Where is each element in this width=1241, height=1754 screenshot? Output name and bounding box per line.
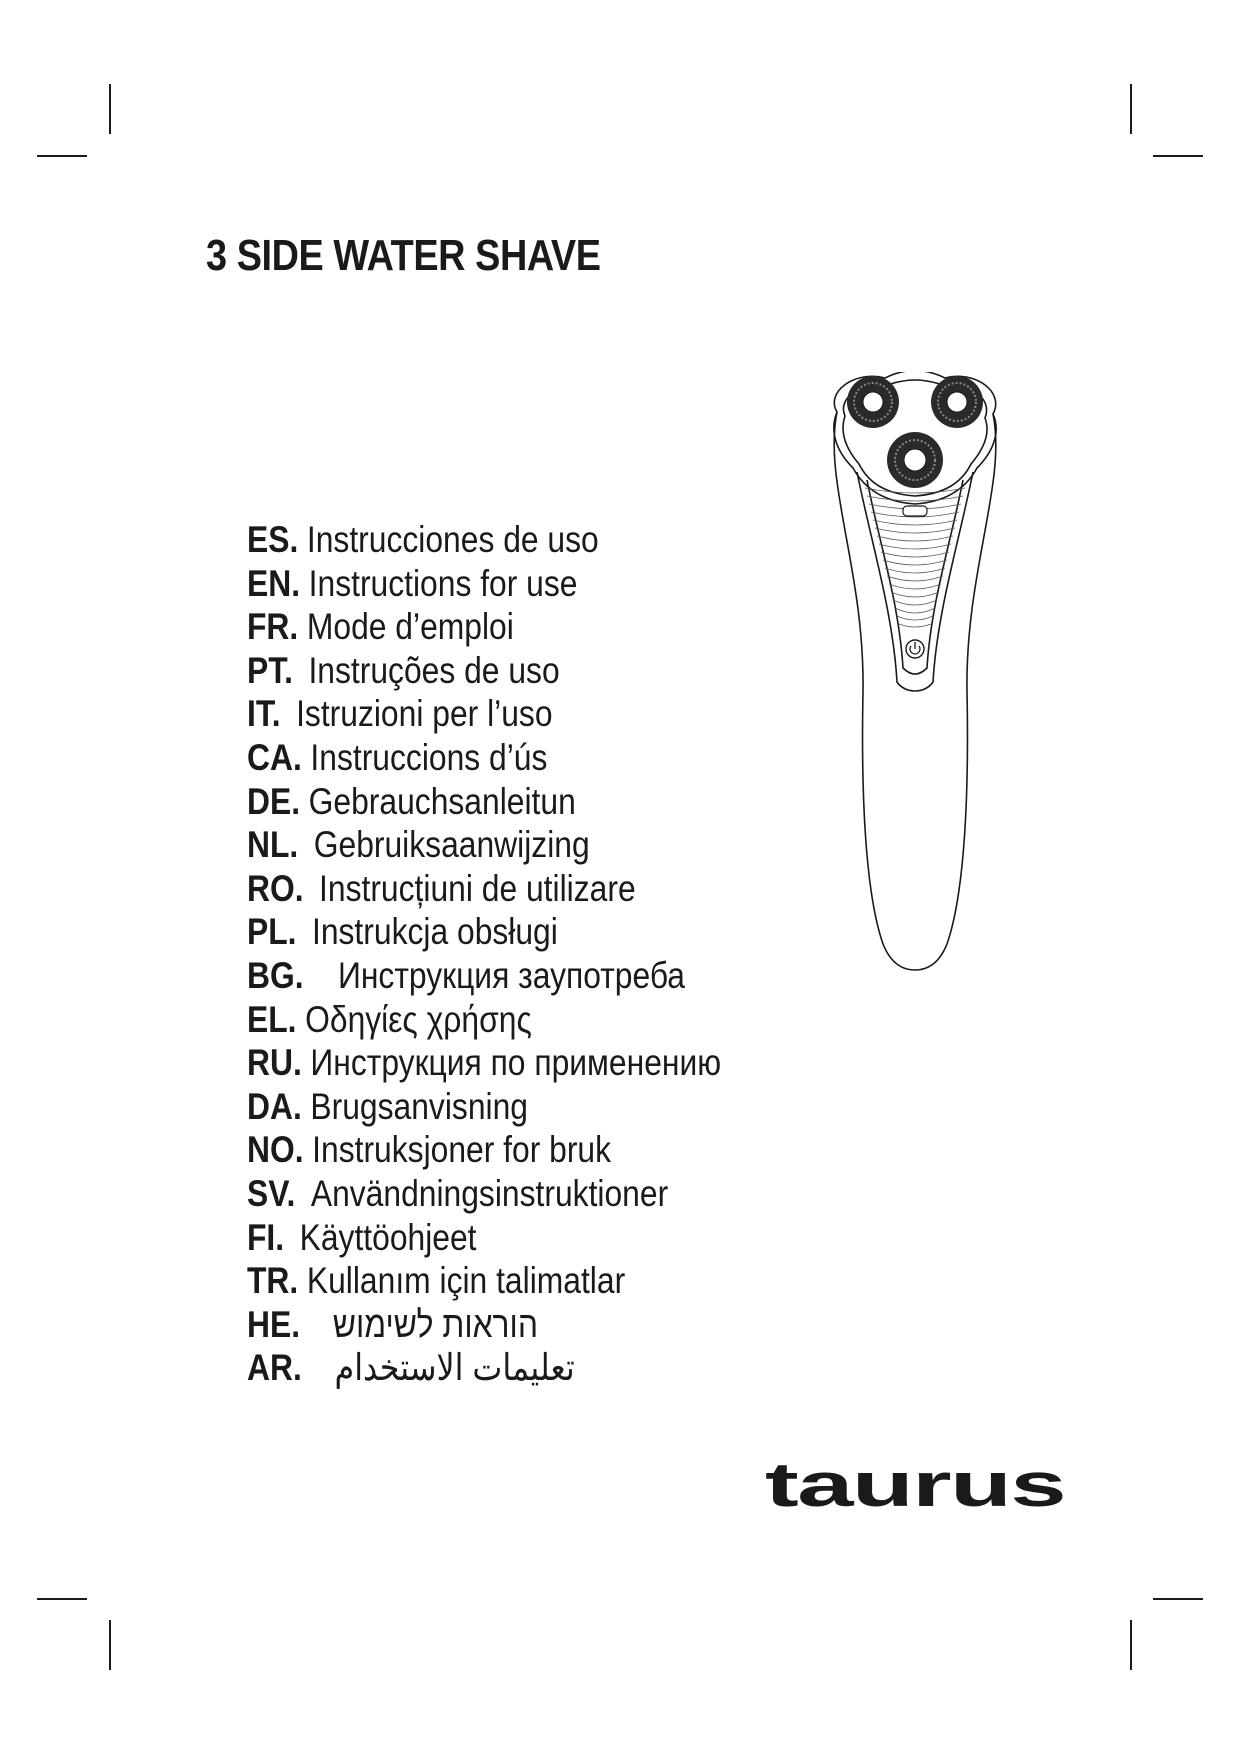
crop-mark-bottom-right-horizontal <box>1153 1598 1203 1600</box>
language-label: Gebrauchsanleitun <box>308 780 576 822</box>
language-label: Brugsanvisning <box>310 1085 528 1127</box>
language-code: BG. <box>247 954 304 996</box>
language-label: Gebruiksaanwijzing <box>313 824 590 866</box>
language-label: Käyttöohjeet <box>299 1216 477 1258</box>
crop-mark-top-right-vertical <box>1130 84 1132 134</box>
language-item-el <box>247 998 721 1042</box>
language-code: NL. <box>247 824 299 866</box>
cutter-head-left <box>847 376 899 428</box>
language-item-pt <box>247 649 721 693</box>
language-item-fr <box>247 605 721 649</box>
language-label: הוראות לשימוש <box>332 1303 539 1345</box>
language-item-ca <box>247 736 721 780</box>
crop-mark-bottom-left-horizontal <box>37 1598 87 1600</box>
language-item-de <box>247 780 721 824</box>
language-label: Οδηγίες χρήσης <box>305 998 532 1040</box>
language-label: Instruções de uso <box>308 649 560 691</box>
crop-mark-top-left-vertical <box>109 84 111 134</box>
language-item-da <box>247 1085 721 1129</box>
language-code: EL. <box>247 998 297 1040</box>
language-label: Instruksjoner for bruk <box>312 1129 612 1171</box>
language-item-nl <box>247 823 721 867</box>
language-item-pl <box>247 910 721 954</box>
cutter-head-right <box>931 376 983 428</box>
language-label: Instrukcja obsługi <box>311 911 558 953</box>
language-item-ar <box>247 1346 721 1390</box>
language-code: PT. <box>247 649 293 691</box>
power-icon <box>906 640 924 658</box>
electric-shaver-illustration <box>815 372 1015 972</box>
language-label: Istruzioni per l’uso <box>296 693 553 735</box>
language-item-bg <box>247 954 721 998</box>
language-item-tr <box>247 1259 721 1303</box>
language-code: AR. <box>247 1347 302 1389</box>
language-code: SV. <box>247 1172 296 1214</box>
language-code: IT. <box>247 693 281 735</box>
language-code: CA. <box>247 736 302 778</box>
language-item-en <box>247 562 721 606</box>
crop-mark-bottom-left-vertical <box>109 1620 111 1670</box>
head-release-button <box>903 506 927 516</box>
language-item-fi <box>247 1216 721 1260</box>
language-label: Инструкция по применению <box>310 1042 722 1084</box>
cutter-head-center <box>887 432 943 488</box>
crop-mark-top-right-horizontal <box>1153 155 1203 157</box>
language-code: DE. <box>247 780 301 822</box>
language-label: Instrucciones de uso <box>306 519 599 560</box>
language-code: NO. <box>247 1129 304 1171</box>
language-code: PL. <box>247 911 297 953</box>
language-code: EN. <box>247 562 301 604</box>
language-code: DA. <box>247 1085 302 1127</box>
language-item-no <box>247 1128 721 1172</box>
language-item-ru <box>247 1041 721 1085</box>
page-title: 3 SIDE WATER SHAVE <box>206 231 601 280</box>
language-label: Instrucțiuni de utilizare <box>319 867 636 909</box>
language-item-ro <box>247 867 721 911</box>
language-label: Kullanım için talimatlar <box>306 1260 626 1302</box>
crop-mark-top-left-horizontal <box>37 155 87 157</box>
language-label: Instruccions d’ús <box>310 736 548 778</box>
language-list <box>247 518 798 1390</box>
language-code: FR. <box>247 606 299 648</box>
svg-text:taurus: taurus <box>765 1456 1065 1520</box>
language-item-sv <box>247 1172 721 1216</box>
language-code: TR. <box>247 1260 299 1302</box>
language-label: تعليمات الاستخدام <box>334 1347 575 1389</box>
language-item-it <box>247 692 721 736</box>
language-item-es <box>247 518 721 562</box>
crop-mark-bottom-right-vertical <box>1130 1620 1132 1670</box>
language-code: ES. <box>247 519 299 560</box>
language-code: HE. <box>247 1303 301 1345</box>
language-code: RU. <box>247 1042 302 1084</box>
language-label: Instructions for use <box>308 562 578 604</box>
language-code: FI. <box>247 1216 285 1258</box>
language-code: RO. <box>247 867 304 909</box>
taurus-logo <box>765 1456 1065 1520</box>
language-label: Användningsinstruktioner <box>310 1172 669 1214</box>
language-label: Инструкция заупотреба <box>337 954 686 996</box>
language-label: Mode d’emploi <box>306 606 514 648</box>
language-item-he <box>247 1303 721 1347</box>
